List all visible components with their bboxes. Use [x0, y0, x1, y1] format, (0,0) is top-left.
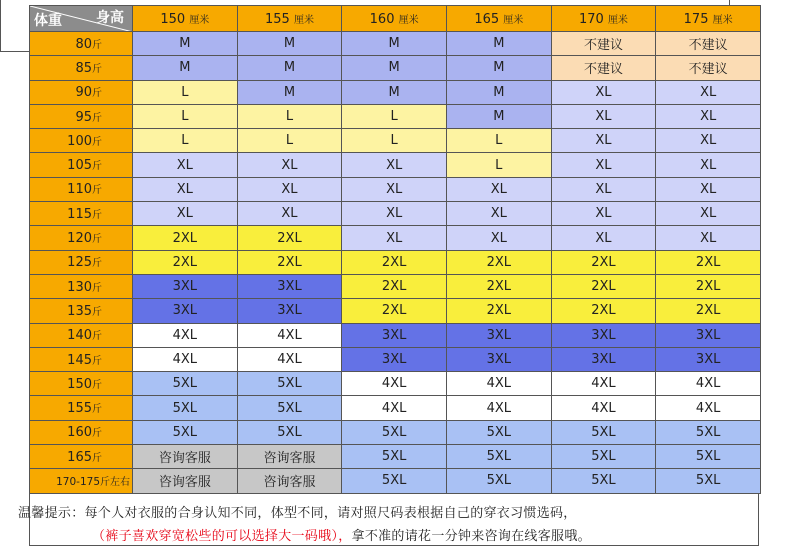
weight-cell — [30, 347, 133, 371]
size-cell: 2XL — [342, 274, 447, 298]
tip-line-2-rest: 拿不准的请花一分钟来咨询在线客服哦。 — [351, 529, 591, 544]
size-cell: 4XL — [133, 323, 238, 347]
size-cell: 3XL — [342, 323, 447, 347]
table-row — [30, 274, 761, 298]
size-cell: XL — [237, 153, 342, 177]
size-cell: L — [237, 104, 342, 128]
size-cell: 3XL — [656, 323, 761, 347]
weight-value: 170-175 — [56, 476, 100, 489]
size-cell: 2XL — [237, 226, 342, 250]
size-cell: XL — [656, 104, 761, 128]
size-cell: 4XL — [446, 372, 551, 396]
size-cell: L — [446, 153, 551, 177]
height-header-155 — [237, 6, 342, 32]
size-cell: 2XL — [446, 274, 551, 298]
size-cell: M — [446, 104, 551, 128]
weight-value: 85 — [75, 60, 92, 76]
size-cell: 3XL — [133, 274, 238, 298]
size-cell: 5XL — [551, 469, 656, 493]
size-cell: 2XL — [656, 250, 761, 274]
weight-value: 80 — [75, 36, 92, 52]
weight-cell — [30, 250, 133, 274]
size-cell: M — [342, 56, 447, 80]
size-cell: L — [133, 129, 238, 153]
size-cell: 3XL — [237, 274, 342, 298]
size-cell: XL — [446, 202, 551, 226]
weight-unit: 斤 — [92, 404, 102, 416]
weight-unit: 斤 — [92, 112, 102, 124]
weight-unit: 斤 — [92, 161, 102, 173]
weight-cell — [30, 80, 133, 104]
size-cell: 5XL — [551, 445, 656, 469]
weight-unit: 斤左右 — [100, 477, 130, 489]
height-unit: 厘米 — [293, 14, 314, 26]
size-cell: 5XL — [342, 469, 447, 493]
weight-axis-label: 体重 — [34, 13, 62, 29]
weight-cell — [30, 299, 133, 323]
size-cell: 5XL — [446, 420, 551, 444]
size-cell: 4XL — [656, 372, 761, 396]
weight-unit: 斤 — [92, 136, 102, 148]
weight-unit: 斤 — [92, 331, 102, 343]
size-cell: 3XL — [237, 299, 342, 323]
size-cell: XL — [551, 226, 656, 250]
weight-unit: 斤 — [92, 282, 102, 294]
height-value: 170 — [578, 11, 604, 27]
size-cell: L — [133, 104, 238, 128]
size-cell: XL — [551, 177, 656, 201]
weight-unit: 斤 — [92, 428, 102, 440]
size-cell: XL — [656, 226, 761, 250]
height-value: 155 — [265, 11, 290, 27]
size-cell: 不建议 — [656, 32, 761, 56]
height-header-170 — [551, 6, 656, 32]
weight-value: 105 — [67, 158, 92, 174]
weight-unit: 斤 — [92, 379, 102, 391]
size-cell: XL — [237, 202, 342, 226]
size-cell: 5XL — [237, 372, 342, 396]
weight-value: 130 — [67, 279, 92, 295]
size-cell: XL — [237, 177, 342, 201]
size-cell: 5XL — [656, 469, 761, 493]
table-row — [30, 250, 761, 274]
size-cell: 2XL — [551, 299, 656, 323]
table-row — [30, 323, 761, 347]
weight-value: 115 — [67, 206, 92, 222]
weight-unit: 斤 — [92, 63, 102, 75]
size-cell: 4XL — [342, 396, 447, 420]
tip-line-2 — [92, 525, 591, 544]
height-unit: 厘米 — [712, 14, 733, 26]
size-chart — [29, 5, 761, 546]
size-cell: XL — [133, 153, 238, 177]
size-cell: XL — [656, 202, 761, 226]
size-cell: 咨询客服 — [133, 469, 238, 493]
weight-cell — [30, 177, 133, 201]
height-value: 165 — [474, 11, 500, 27]
size-cell: 2XL — [342, 299, 447, 323]
size-cell: XL — [446, 226, 551, 250]
size-cell: 5XL — [342, 445, 447, 469]
size-cell: 咨询客服 — [133, 445, 238, 469]
size-cell: XL — [446, 177, 551, 201]
weight-value: 150 — [67, 376, 92, 392]
weight-cell — [30, 420, 133, 444]
size-cell: XL — [656, 129, 761, 153]
size-cell: XL — [551, 202, 656, 226]
size-cell: 5XL — [133, 420, 238, 444]
table-row — [30, 153, 761, 177]
size-cell: XL — [551, 80, 656, 104]
weight-value: 95 — [75, 109, 92, 125]
weight-value: 120 — [67, 231, 92, 247]
size-cell: 4XL — [551, 372, 656, 396]
size-cell: L — [342, 104, 447, 128]
weight-cell — [30, 56, 133, 80]
weight-value: 155 — [67, 401, 92, 417]
size-cell: L — [342, 129, 447, 153]
weight-cell — [30, 469, 133, 493]
weight-cell — [30, 104, 133, 128]
weight-unit: 斤 — [92, 39, 102, 51]
weight-unit: 斤 — [92, 355, 102, 367]
weight-unit: 斤 — [92, 258, 102, 270]
size-cell: 4XL — [551, 396, 656, 420]
size-cell: L — [446, 129, 551, 153]
size-cell: M — [446, 56, 551, 80]
table-row — [30, 202, 761, 226]
size-cell: 5XL — [237, 396, 342, 420]
table-row — [30, 80, 761, 104]
size-cell: 4XL — [237, 347, 342, 371]
size-cell: M — [133, 32, 238, 56]
weight-value: 145 — [67, 352, 92, 368]
header-row — [30, 6, 761, 32]
corner-cell — [30, 6, 133, 32]
size-cell: 3XL — [133, 299, 238, 323]
height-header-175 — [656, 6, 761, 32]
tip-highlight: （裤子喜欢穿宽松些的可以选择大一码哦）， — [92, 529, 352, 544]
size-cell: 2XL — [551, 250, 656, 274]
table-row — [30, 469, 761, 493]
table-row — [30, 372, 761, 396]
weight-cell — [30, 226, 133, 250]
size-cell: 5XL — [133, 372, 238, 396]
height-value: 150 — [160, 11, 186, 27]
height-unit: 厘米 — [398, 14, 419, 26]
size-cell: M — [237, 56, 342, 80]
size-cell: XL — [342, 202, 447, 226]
weight-cell — [30, 274, 133, 298]
weight-value: 100 — [67, 133, 92, 149]
height-unit: 厘米 — [607, 14, 628, 26]
table-row — [30, 226, 761, 250]
table-row — [30, 445, 761, 469]
weight-unit: 斤 — [92, 234, 102, 246]
table-row — [30, 32, 761, 56]
size-cell: M — [446, 80, 551, 104]
size-cell: 5XL — [551, 420, 656, 444]
weight-unit: 斤 — [92, 209, 102, 221]
size-cell: 5XL — [446, 469, 551, 493]
table-row — [30, 299, 761, 323]
size-cell: 5XL — [446, 445, 551, 469]
size-cell: L — [133, 80, 238, 104]
size-cell: 2XL — [133, 226, 238, 250]
size-cell: 3XL — [342, 347, 447, 371]
size-cell: 3XL — [551, 323, 656, 347]
size-cell: M — [446, 32, 551, 56]
size-cell: 咨询客服 — [237, 469, 342, 493]
weight-unit: 斤 — [92, 306, 102, 318]
size-cell: 3XL — [656, 347, 761, 371]
size-cell: XL — [551, 153, 656, 177]
size-cell: XL — [342, 177, 447, 201]
size-cell: 5XL — [237, 420, 342, 444]
weight-value: 90 — [75, 85, 92, 101]
size-cell: 不建议 — [551, 32, 656, 56]
size-cell: XL — [342, 153, 447, 177]
table-row — [30, 420, 761, 444]
size-cell: XL — [656, 80, 761, 104]
size-cell: 3XL — [551, 347, 656, 371]
weight-cell — [30, 445, 133, 469]
size-cell: 4XL — [133, 347, 238, 371]
weight-unit: 斤 — [92, 88, 102, 100]
size-cell: XL — [342, 226, 447, 250]
weight-cell — [30, 372, 133, 396]
size-cell: 3XL — [446, 323, 551, 347]
size-cell: 5XL — [656, 445, 761, 469]
height-unit: 厘米 — [189, 14, 210, 26]
size-cell: 5XL — [133, 396, 238, 420]
table-row — [30, 177, 761, 201]
height-header-160 — [342, 6, 447, 32]
size-table — [29, 5, 761, 494]
size-cell: M — [342, 80, 447, 104]
weight-unit: 斤 — [92, 185, 102, 197]
size-cell: 4XL — [446, 396, 551, 420]
size-cell: XL — [656, 153, 761, 177]
weight-cell — [30, 32, 133, 56]
size-cell: 不建议 — [656, 56, 761, 80]
height-value: 175 — [683, 11, 709, 27]
size-cell: 2XL — [342, 250, 447, 274]
size-cell: 2XL — [551, 274, 656, 298]
weight-unit: 斤 — [92, 452, 102, 464]
height-value: 160 — [369, 11, 395, 27]
height-header-165 — [446, 6, 551, 32]
size-cell: 3XL — [446, 347, 551, 371]
weight-value: 160 — [67, 425, 92, 441]
table-row — [30, 347, 761, 371]
weight-cell — [30, 396, 133, 420]
weight-cell — [30, 153, 133, 177]
size-cell: XL — [551, 104, 656, 128]
size-cell: 2XL — [446, 299, 551, 323]
height-unit: 厘米 — [503, 14, 524, 26]
size-cell: 2XL — [446, 250, 551, 274]
weight-value: 125 — [67, 255, 92, 271]
table-row — [30, 104, 761, 128]
weight-value: 140 — [67, 328, 92, 344]
table-row — [30, 56, 761, 80]
size-cell: 4XL — [656, 396, 761, 420]
size-cell: M — [342, 32, 447, 56]
height-header-150 — [133, 6, 238, 32]
size-cell: XL — [133, 202, 238, 226]
size-cell: 咨询客服 — [237, 445, 342, 469]
size-cell: M — [133, 56, 238, 80]
size-cell: 5XL — [656, 420, 761, 444]
weight-value: 165 — [67, 449, 92, 465]
size-cell: 5XL — [342, 420, 447, 444]
size-cell: 2XL — [237, 250, 342, 274]
weight-value: 135 — [67, 303, 92, 319]
tip-line-1: 温馨提示：每个人对衣服的合身认知不同，体型不同，请对照尺码表根据自己的穿衣习惯选码， — [18, 506, 577, 521]
size-cell: XL — [551, 129, 656, 153]
weight-value: 110 — [67, 182, 92, 198]
size-cell: 4XL — [237, 323, 342, 347]
table-row — [30, 129, 761, 153]
height-axis-label: 身高 — [96, 10, 124, 26]
weight-cell — [30, 202, 133, 226]
size-cell: 2XL — [656, 299, 761, 323]
size-cell: XL — [133, 177, 238, 201]
size-cell: L — [237, 129, 342, 153]
size-cell: M — [237, 80, 342, 104]
size-cell: 不建议 — [551, 56, 656, 80]
size-cell: 2XL — [133, 250, 238, 274]
table-row — [30, 396, 761, 420]
size-cell: 2XL — [656, 274, 761, 298]
size-cell: 4XL — [342, 372, 447, 396]
size-cell: XL — [656, 177, 761, 201]
weight-cell — [30, 323, 133, 347]
weight-cell — [30, 129, 133, 153]
size-cell: M — [237, 32, 342, 56]
